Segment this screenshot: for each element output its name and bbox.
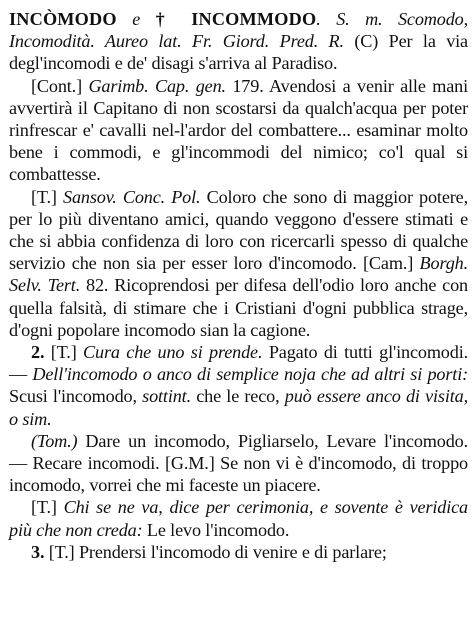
usage-text: Le levo l'incomodo. — [142, 519, 290, 540]
citation-paragraph-2 — [9, 186, 468, 341]
source-citation: Sansov. Conc. Pol. — [56, 186, 201, 207]
source-number: 82. — [80, 275, 109, 296]
quotation-text: Coloro che sono di maggior potere, per lo più diventano amici, quando veggono d'essere stimati e che si abbia confidenza di loro con ricercarli spesso di qualche servizio che non sia per esser loro d'incomodo. — [9, 186, 468, 274]
entry-headword-paragraph — [9, 8, 468, 75]
editor-tag: [Cam.] — [356, 253, 414, 274]
editor-tag: (Tom.) — [31, 430, 78, 451]
sense-2-paragraph — [9, 341, 468, 430]
citation-paragraph-1 — [9, 75, 468, 186]
usage-text: Dare un incomodo, Pigliarselo, Levare l'incomodo. — Recare incomodi. — [9, 430, 468, 474]
sense-definition: può essere anco di visita, o sim. — [9, 386, 468, 429]
part-of-speech: . S. m. — [316, 9, 398, 29]
editor-tag: [Cont.] — [31, 75, 82, 96]
editor-tag: [T.] — [44, 541, 75, 562]
dagger-mark: † — [155, 9, 192, 29]
usage-text: Prendersi l'incomodo di venire e di parlare; — [74, 541, 387, 562]
usage-text: Se non vi è d'incomodo, di troppo incomodo, vorrei che mi faceste un piacere. — [9, 453, 468, 496]
source-tag: (C) — [354, 31, 379, 52]
source-citation: Garimb. Cap. gen. — [81, 75, 226, 96]
sense-3-paragraph — [9, 541, 468, 563]
source-citation: Borgh. Selv. Tert. — [9, 253, 468, 296]
usage-paragraph — [9, 430, 468, 497]
headword: INCÒMODO — [9, 9, 117, 29]
sense-number: 2. — [31, 342, 45, 363]
sense-number: 3. — [31, 541, 45, 562]
headword-variant: INCOMMODO — [191, 9, 317, 29]
example-text: Per la via degl'incomodi e de' disagi s'arriva al Paradiso. — [9, 31, 468, 74]
editor-tag: [G.M.] — [159, 453, 215, 474]
sense-definition: Cura che uno si prende. — [76, 342, 263, 363]
editor-tag: [T.] — [31, 497, 57, 518]
example-text: che le reco, — [190, 386, 280, 407]
example-text: Scusi l'incomodo, — [9, 386, 137, 407]
headword-conjunction: e — [116, 9, 156, 29]
definition-gloss: Scomodo, Incomodità. — [9, 9, 468, 52]
editor-tag: [T.] — [44, 342, 77, 363]
proverb-text: Chi se ne va, dice per cerimonia, e sovente è veridica più che non creda: — [9, 497, 468, 540]
example-text: Pagato di tutti gl'incomodi. — — [9, 342, 468, 385]
quotation-text: Ricoprendosi per difesa dell'odio loro anche con quella falsità, di stimare che i Cristiani d'ogni pubblica strage, d'ogni popolare incomodo sian la cagione. — [9, 275, 468, 340]
proverb-paragraph — [9, 496, 468, 540]
source-number: 179. — [225, 75, 264, 96]
source-citation: Aureo lat. Fr. Giord. Pred. R. — [94, 31, 355, 52]
sense-definition: Dell'incomodo o anco di semplice noja che ad altri si porti: — [27, 364, 468, 385]
abbreviation: sottint. — [136, 386, 191, 407]
quotation-text: Avendosi a venir alle mani avvertirà il Capitano di non scostarsi da qualch'acqua per poter rinfrescar e' cavalli nel-l'ardor del combattere... esaminar molto bene i commodi, e gl'incommodi del nimico; co'l qual si combattesse. — [9, 75, 468, 185]
editor-tag: [T.] — [31, 186, 57, 207]
